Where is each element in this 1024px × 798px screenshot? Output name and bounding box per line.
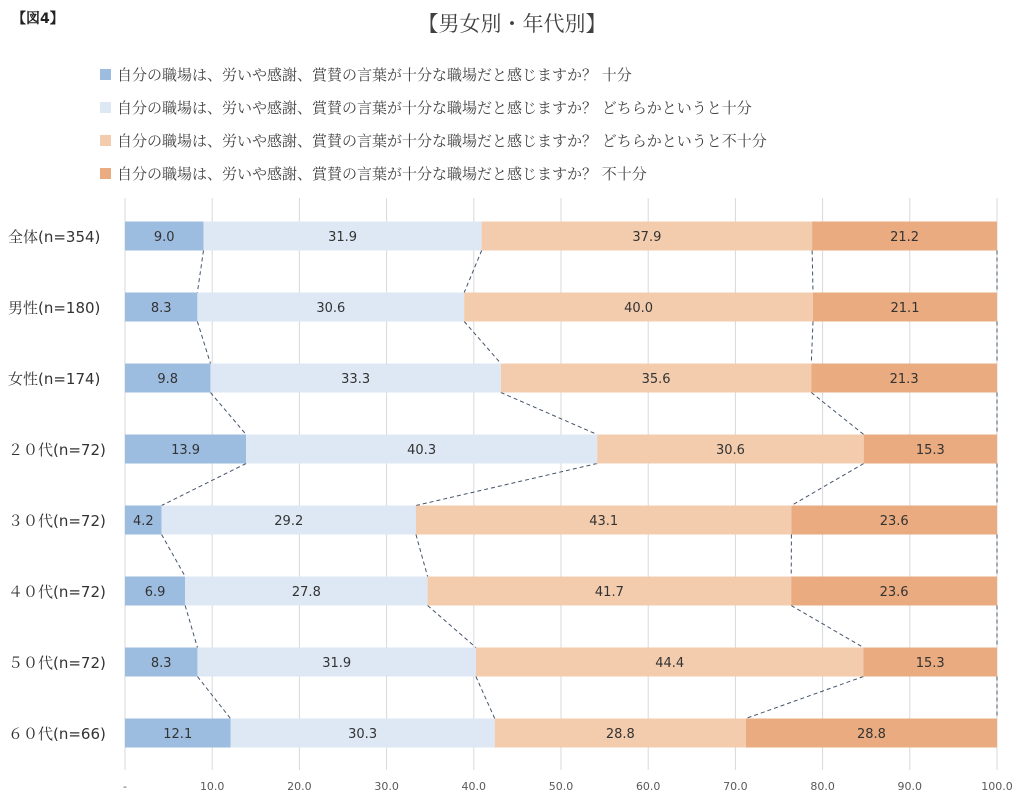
data-label: 37.9 [632, 230, 662, 245]
category-label: ４０代(n=72) [8, 583, 106, 601]
series-connector-line [210, 393, 246, 435]
legend-label-series-4: 自分の職場は、労いや感謝、賞賛の言葉が十分な職場だと感じますか？ 不十分 [117, 165, 647, 183]
figure-label: 【図4】 [12, 11, 64, 27]
x-tick-label: - [123, 780, 127, 793]
series-connector-line [791, 606, 863, 648]
data-label: 33.3 [341, 372, 371, 387]
x-tick-label: 30.0 [374, 780, 399, 793]
data-label: 21.1 [890, 301, 920, 316]
series-connector-line [428, 606, 476, 648]
data-label: 27.8 [291, 585, 321, 600]
data-label: 13.9 [171, 443, 201, 458]
x-tick-label: 40.0 [461, 780, 487, 793]
legend-label-series-1: 自分の職場は、労いや感謝、賞賛の言葉が十分な職場だと感じますか？ 十分 [117, 66, 632, 84]
data-label: 40.0 [624, 301, 654, 316]
series-connector-line [197, 677, 230, 719]
x-tick-label: 80.0 [810, 780, 835, 793]
data-label: 30.3 [348, 727, 378, 742]
data-label: 21.3 [889, 372, 919, 387]
series-connector-line [476, 677, 495, 719]
data-label: 31.9 [322, 656, 352, 671]
x-tick-label: 70.0 [723, 780, 748, 793]
x-tick-label: 10.0 [199, 780, 225, 793]
data-label: 43.1 [589, 514, 619, 529]
series-connector-line [416, 464, 597, 506]
x-tick-label: 50.0 [548, 780, 574, 793]
series-connector-line [162, 464, 246, 506]
data-label: 40.3 [407, 443, 437, 458]
series-connector-line [162, 535, 186, 577]
data-label: 23.6 [879, 514, 909, 529]
data-label: 28.8 [856, 727, 886, 742]
x-tick-label: 20.0 [287, 780, 312, 793]
data-label: 6.9 [144, 585, 166, 600]
data-label: 9.8 [157, 372, 179, 387]
data-label: 12.1 [163, 727, 193, 742]
data-label: 29.2 [274, 514, 304, 529]
data-label: 41.7 [594, 585, 624, 600]
chart-title: 【男女別・年代別】 [417, 12, 607, 36]
category-label: 全体(n=354) [8, 228, 101, 246]
x-tick-label: 90.0 [897, 780, 923, 793]
series-connector-line [464, 251, 481, 293]
data-label: 21.2 [890, 230, 920, 245]
data-label: 30.6 [316, 301, 346, 316]
data-label: 15.3 [915, 656, 945, 671]
category-label: 女性(n=174) [8, 370, 101, 388]
series-connector-line [811, 322, 813, 364]
series-connector-line [197, 251, 203, 293]
data-label: 8.3 [150, 656, 172, 671]
series-connector-line [185, 606, 197, 648]
legend-label-series-3: 自分の職場は、労いや感謝、賞賛の言葉が十分な職場だと感じますか？ どちらかというと不十分 [117, 132, 767, 150]
series-connector-line [791, 464, 863, 506]
data-label: 23.6 [879, 585, 909, 600]
category-label: ３０代(n=72) [8, 512, 106, 530]
series-connector-line [746, 677, 864, 719]
data-label: 30.6 [715, 443, 745, 458]
data-label: 4.2 [132, 514, 154, 529]
data-label: 9.0 [153, 230, 175, 245]
data-label: 35.6 [641, 372, 671, 387]
x-tick-label: 60.0 [635, 780, 661, 793]
category-label: ６０代(n=66) [8, 725, 106, 743]
data-label: 44.4 [655, 656, 685, 671]
category-label: 男性(n=180) [8, 299, 101, 317]
data-label: 28.8 [605, 727, 635, 742]
data-label: 31.9 [328, 230, 358, 245]
series-connector-line [501, 393, 597, 435]
data-label: 15.3 [915, 443, 945, 458]
category-label: ５０代(n=72) [8, 654, 106, 672]
category-label: ２０代(n=72) [8, 441, 106, 459]
data-label: 8.3 [150, 301, 172, 316]
legend-label-series-2: 自分の職場は、労いや感謝、賞賛の言葉が十分な職場だと感じますか？ どちらかというと十分 [117, 99, 752, 117]
x-tick-label: 100.0 [981, 780, 1013, 793]
series-connector-line [812, 251, 813, 293]
series-connector-line [416, 535, 428, 577]
series-connector-line [464, 322, 501, 364]
series-connector-line [811, 393, 863, 435]
series-connector-line [197, 322, 210, 364]
